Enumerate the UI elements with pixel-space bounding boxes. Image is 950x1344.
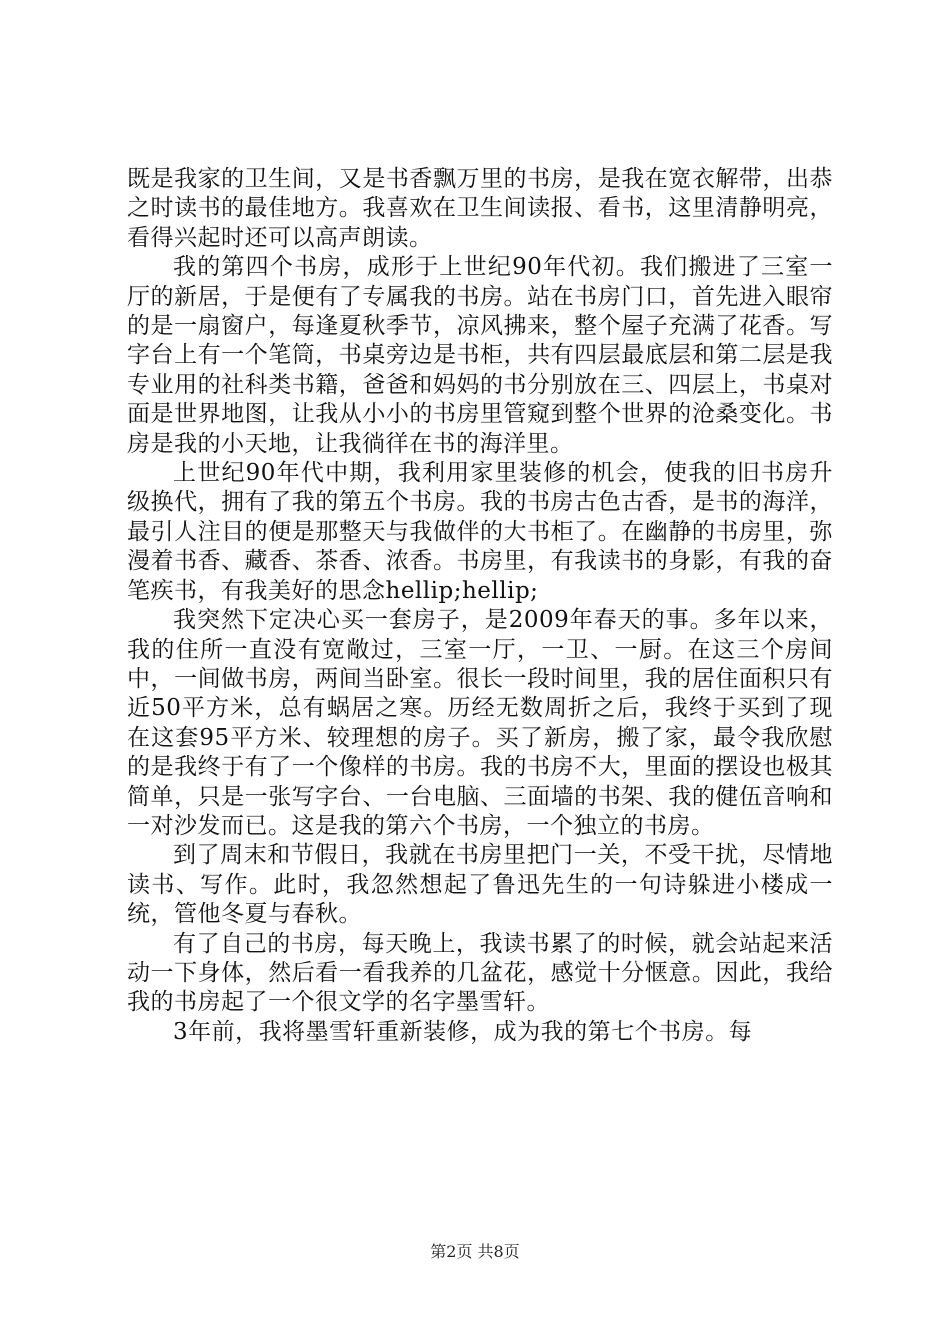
paragraph: 上世纪90年代中期，我利用家里装修的机会，使我的旧书房升级换代，拥有了我的第五个书房。我的书房古色古香，是书的海洋，最引人注目的便是那整天与我做伴的大书柜了。在幽静的书房里，弥漫着书香、藏香、茶香、浓香。书房里，有我读书的身影，有我的奋笔疾书，有我美好的思念hellip;hellip; <box>127 460 833 604</box>
paragraph: 有了自己的书房，每天晚上，我读书累了的时候，就会站起来活动一下身体，然后看一看我养的几盆花，感觉十分惬意。因此，我给我的书房起了一个很文学的名字墨雪轩。 <box>127 930 833 1016</box>
body-text <box>127 165 833 1047</box>
paragraph: 我的第四个书房，成形于上世纪90年代初。我们搬进了三室一厅的新居，于是便有了专属我的书房。站在书房门口，首先进入眼帘的是一扇窗户，每逢夏秋季节，凉风拂来，整个屋子充满了花香。写字台上有一个笔筒，书桌旁边是书柜，共有四层最底层和第二层是我专业用的社科类书籍，爸爸和妈妈的书分别放在三、四层上，书桌对面是世界地图，让我从小小的书房里管窥到整个世界的沧桑变化。书房是我的小天地，让我徜徉在书的海洋里。 <box>127 254 833 457</box>
paragraph: 到了周末和节假日，我就在书房里把门一关，不受干扰，尽情地读书、写作。此时，我忽然想起了鲁迅先生的一句诗躲进小楼成一统，管他冬夏与春秋。 <box>127 842 833 928</box>
paragraph: 3年前，我将墨雪轩重新装修，成为我的第七个书房。每 <box>173 1018 753 1045</box>
paragraph: 既是我家的卫生间，又是书香飘万里的书房，是我在宽衣解带，出恭之时读书的最佳地方。我喜欢在卫生间读报、看书，这里清静明亮，看得兴起时还可以高声朗读。 <box>127 166 833 251</box>
paragraph: 我突然下定决心买一套房子，是2009年春天的事。多年以来，我的住所一直没有宽敞过，三室一厅，一卫、一厨。在这三个房间中，一间做书房，两间当卧室。很长一段时间里，我的居住面积只有近50平方米，总有蜗居之寒。历经无数周折之后，我终于买到了现在这套95平方米、较理想的房子。买了新房，搬了家，最令我欣慰的是我终于有了一个像样的书房。我的书房不大，里面的摆设也极其简单，只是一张写字台、一台电脑、三面墙的书架、我的健伍音响和一对沙发而已。这是我的第六个书房，一个独立的书房。 <box>127 607 833 839</box>
page-footer: 第2页 共8页 <box>430 1242 520 1261</box>
